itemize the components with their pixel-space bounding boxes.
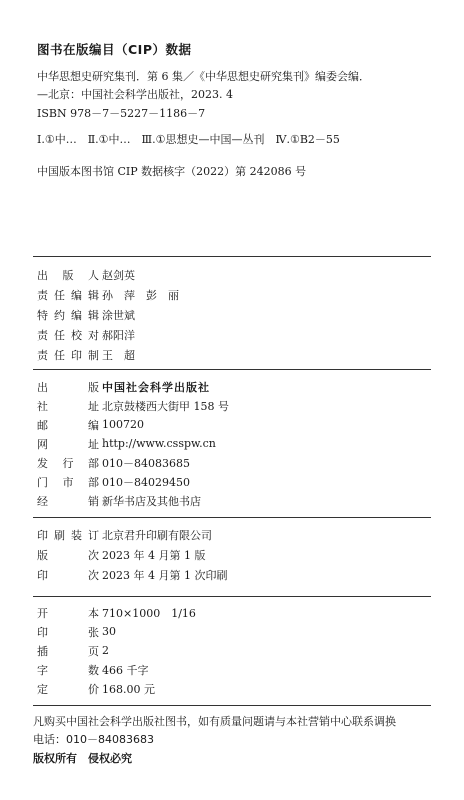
printing-value: 2023 年 4 月第 1 版 <box>102 549 206 562</box>
specs-value: 168.00 元 <box>102 682 155 696</box>
specs-value: 30 <box>102 625 116 638</box>
printing-label: 印 刷 装 订 <box>37 529 99 542</box>
publisher-row <box>37 472 229 491</box>
publisher-value: 100720 <box>102 418 144 431</box>
publisher-row <box>37 415 229 434</box>
staff-row <box>37 325 179 345</box>
publisher-label: 网 址 <box>37 437 99 451</box>
divider-4 <box>33 596 431 597</box>
specs-value: 466 千字 <box>102 663 149 677</box>
publisher-value: 010－84029450 <box>102 475 190 489</box>
publisher-website: http://www.csspw.cn <box>102 437 216 450</box>
printing-row <box>37 545 227 565</box>
specs-label: 定 价 <box>37 682 99 696</box>
printing-label: 版 次 <box>37 549 99 562</box>
divider-2 <box>33 369 431 370</box>
publisher-label: 门 市 部 <box>37 475 99 489</box>
specs-row <box>37 641 196 660</box>
staff-row <box>37 265 179 285</box>
cip-title: 图书在版编目（CIP）数据 <box>37 42 192 57</box>
cip-line-1: 中华思想史研究集刊．第 6 集／《中华思想史研究集刊》编委会编． <box>37 70 370 83</box>
staff-row <box>37 305 179 325</box>
staff-value: 郝阳洋 <box>102 329 135 342</box>
printing-row <box>37 565 227 585</box>
publisher-label: 邮 编 <box>37 418 99 432</box>
specs-row <box>37 603 196 622</box>
publisher-label: 发 行 部 <box>37 456 99 470</box>
publisher-section <box>37 377 229 510</box>
cip-line-3: ISBN 978－7－5227－1186－7 <box>37 107 206 120</box>
specs-label: 字 数 <box>37 663 99 677</box>
publisher-row <box>37 377 229 396</box>
cip-line-2: —北京：中国社会科学出版社，2023. 4 <box>37 88 233 101</box>
specs-label: 开 本 <box>37 606 99 620</box>
staff-label: 责 任 印 制 <box>37 349 99 362</box>
publisher-value: 新华书店及其他书店 <box>102 494 201 508</box>
publisher-row <box>37 453 229 472</box>
divider-3 <box>33 517 431 518</box>
copyright-notice: 版权所有 侵权必究 <box>33 752 132 765</box>
publisher-row <box>37 434 229 453</box>
staff-label: 出 版 人 <box>37 269 99 282</box>
specs-row <box>37 622 196 641</box>
publisher-label: 社 址 <box>37 399 99 413</box>
printing-label: 印 次 <box>37 569 99 582</box>
printing-value: 2023 年 4 月第 1 次印刷 <box>102 569 228 582</box>
cip-line-4: Ⅰ.①中… Ⅱ.①中… Ⅲ.①思想史—中国—丛刊 Ⅳ.①B2－55 <box>37 133 340 146</box>
staff-value: 涂世斌 <box>102 309 135 322</box>
staff-label: 责 任 编 辑 <box>37 289 99 302</box>
service-phone: 电话：010－84083683 <box>33 733 154 746</box>
printing-section <box>37 525 227 585</box>
quality-notice: 凡购买中国社会科学出版社图书，如有质量问题请与本社营销中心联系调换 <box>33 715 396 728</box>
staff-value: 赵剑英 <box>102 269 135 282</box>
staff-row <box>37 285 179 305</box>
staff-label: 责 任 校 对 <box>37 329 99 342</box>
staff-value: 王 超 <box>102 349 135 362</box>
cip-line-5: 中国版本图书馆 CIP 数据核字（2022）第 242086 号 <box>37 165 307 178</box>
staff-label: 特 约 编 辑 <box>37 309 99 322</box>
publisher-value: 北京鼓楼西大街甲 158 号 <box>102 399 229 413</box>
publisher-value: 010－84083685 <box>102 456 190 470</box>
publisher-name-logo: 中国社会科学出版社 <box>102 380 210 394</box>
staff-value: 孙 萍 彭 丽 <box>102 289 179 302</box>
publisher-row <box>37 396 229 415</box>
staff-section <box>37 265 179 365</box>
staff-row <box>37 345 179 365</box>
specs-label: 印 张 <box>37 625 99 639</box>
specs-section <box>37 603 196 698</box>
divider-5 <box>33 705 431 706</box>
printing-value: 北京君升印刷有限公司 <box>102 529 212 542</box>
publisher-label: 出 版 <box>37 380 99 394</box>
divider-1 <box>33 256 431 257</box>
specs-label: 插 页 <box>37 644 99 658</box>
specs-row <box>37 679 196 698</box>
printing-row <box>37 525 227 545</box>
specs-value: 710×1000 1/16 <box>102 606 196 620</box>
publisher-label: 经 销 <box>37 494 99 508</box>
specs-row <box>37 660 196 679</box>
specs-value: 2 <box>102 644 109 657</box>
publisher-row <box>37 491 229 510</box>
